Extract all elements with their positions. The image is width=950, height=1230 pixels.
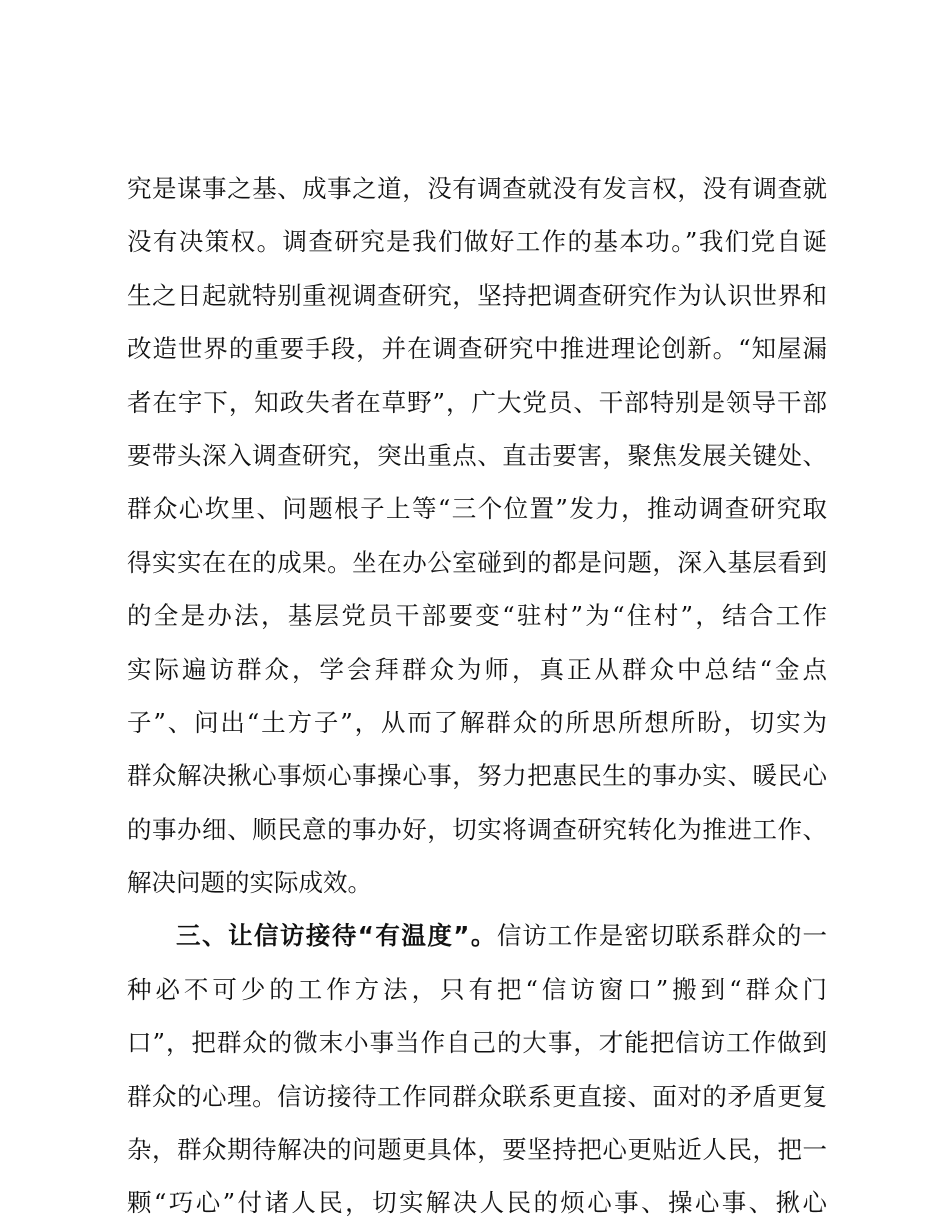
paragraph-1-line-10: 实际遍访群众，学会拜群众为师，真正从群众中总结“金点 (127, 654, 827, 684)
section-heading: 三、让信访接待“有温度”。 (176, 921, 497, 951)
paragraph-2-first-line-text: 信访工作是密切联系群众的一 (496, 921, 827, 951)
paragraph-1-line-11: 子”、问出“土方子”，从而了解群众的所思所想所盼，切实为 (127, 707, 827, 737)
paragraph-1-line-9: 的全是办法，基层党员干部要变“驻村”为“住村”，结合工作 (127, 601, 827, 631)
paragraph-1-line-12: 群众解决揪心事烦心事操心事，努力把惠民生的事办实、暖民心 (127, 761, 827, 791)
paragraph-1-line-13: 的事办细、顺民意的事办好，切实将调查研究转化为推进工作、 (127, 814, 827, 844)
paragraph-2-line-4: 群众的心理。信访接待工作同群众联系更直接、面对的矛盾更复 (127, 1081, 827, 1111)
paragraph-1-line-1: 究是谋事之基、成事之道，没有调查就没有发言权，没有调查就 (127, 174, 827, 203)
paragraph-1-line-2: 没有决策权。调查研究是我们做好工作的基本功。”我们党自诞 (127, 227, 827, 257)
paragraph-1-line-3: 生之日起就特别重视调查研究，坚持把调查研究作为认识世界和 (127, 280, 827, 310)
paragraph-1-line-8: 得实实在在的成果。坐在办公室碰到的都是问题，深入基层看到 (127, 547, 827, 577)
paragraph-2-line-2: 种必不可少的工作方法，只有把“信访窗口”搬到“群众门 (127, 974, 827, 1004)
paragraph-1-line-5: 者在宇下，知政失者在草野”，广大党员、干部特别是领导干部 (127, 387, 827, 417)
paragraph-1-line-6: 要带头深入调查研究，突出重点、直击要害，聚焦发展关键处、 (127, 440, 827, 470)
paragraph-2-line-6: 颗“巧心”付诸人民，切实解决人民的烦心事、操心事、揪心 (127, 1188, 827, 1218)
paragraph-1-line-7: 群众心坎里、问题根子上等“三个位置”发力，推动调查研究取 (127, 494, 827, 524)
paragraph-2-line-5: 杂，群众期待解决的问题更具体，要坚持把心更贴近人民，把一 (127, 1135, 827, 1165)
paragraph-1-line-14: 解决问题的实际成效。 (127, 868, 372, 898)
paragraph-2-line-3: 口”，把群众的微末小事当作自己的大事，才能把信访工作做到 (127, 1028, 827, 1058)
paragraph-1-line-4: 改造世界的重要手段，并在调查研究中推进理论创新。“知屋漏 (127, 334, 827, 364)
body-text (127, 162, 827, 1230)
paragraph-2-first-line (127, 909, 827, 962)
